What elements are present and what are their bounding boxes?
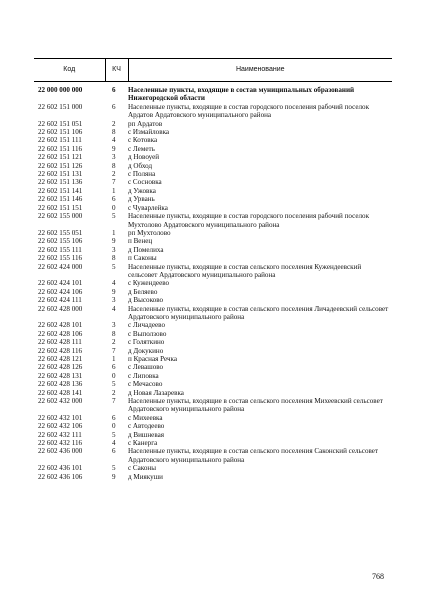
cell-name: Населенные пункты, входящие в состав городского поселения рабочий поселок Ардатов Ардатовского муниципального района: [128, 102, 370, 120]
table-row: [34, 355, 392, 363]
cell-kch: 4: [112, 304, 116, 313]
cell-kch: 4: [112, 136, 116, 145]
table-row: [34, 305, 392, 322]
cell-name: с Голяткино: [128, 338, 165, 347]
cell-code: 22 602 432 101: [38, 413, 83, 422]
cell-code: 22 602 151 121: [38, 153, 83, 162]
cell-name: Населенные пункты, входящие в состав сельского поселения Кужендеевский сельсовет Ардатовского муниципального района: [128, 262, 362, 279]
cell-code: 22 602 151 146: [38, 195, 83, 204]
cell-kch: 2: [112, 119, 116, 128]
cell-kch: 9: [112, 287, 116, 296]
table-row: [34, 338, 392, 346]
cell-code: 22 602 432 000: [38, 397, 83, 406]
cell-code: 22 602 155 111: [38, 245, 82, 254]
cell-code: 22 602 428 121: [38, 355, 83, 363]
table-row: [34, 296, 392, 304]
table-row: [34, 347, 392, 355]
cell-kch: 2: [112, 388, 116, 397]
table-row: [34, 330, 392, 338]
cell-name: с Михеевка: [128, 413, 163, 422]
cell-kch: 9: [112, 472, 116, 481]
table-row: [34, 153, 392, 161]
table-row: [34, 103, 392, 120]
cell-name: с Измайловка: [128, 128, 170, 137]
table-row: [34, 422, 392, 430]
page-number: 768: [372, 572, 384, 581]
table-row: [34, 431, 392, 439]
cell-name: с Выползово: [128, 329, 167, 338]
cell-name: с Леметь: [128, 144, 155, 153]
cell-code: 22 602 151 111: [38, 136, 82, 145]
cell-code: 22 602 436 106: [38, 472, 83, 481]
table-row: [34, 363, 392, 371]
cell-code: 22 602 428 101: [38, 321, 83, 330]
cell-name: с Автодеево: [128, 422, 165, 431]
cell-name: д Помелиха: [128, 245, 164, 254]
cell-code: 22 602 428 000: [38, 304, 83, 313]
table-row: [34, 120, 392, 128]
cell-kch: 7: [112, 346, 116, 355]
cell-name: д Новая Лазаревка: [128, 388, 184, 397]
table-row: [34, 372, 392, 380]
cell-code: 22 602 428 136: [38, 380, 83, 389]
header-code: Код: [34, 59, 105, 82]
cell-name: с Сосновка: [128, 178, 162, 187]
cell-code: 22 602 151 051: [38, 119, 83, 128]
cell-kch: 6: [112, 195, 116, 204]
cell-name: Населенные пункты, входящие в состав городского поселения рабочий поселок Мухтолово Ардатовского муниципального района: [128, 212, 370, 229]
cell-kch: 6: [112, 447, 116, 456]
cell-code: 22 602 151 000: [38, 102, 83, 111]
cell-name: п Венец: [128, 237, 153, 246]
cell-code: 22 602 151 116: [38, 144, 83, 153]
cell-name: д Вишневая: [128, 430, 164, 439]
cell-code: 22 602 424 106: [38, 287, 83, 296]
table-row: [34, 397, 392, 414]
cell-name: Населенные пункты, входящие в состав сельского поселения Саконский сельсовет Ардатовского муниципального района: [128, 447, 379, 464]
table-row: [34, 136, 392, 144]
cell-code: 22 602 151 126: [38, 161, 83, 170]
cell-name: с Поляна: [128, 170, 156, 179]
cell-kch: 7: [112, 178, 116, 187]
table-row: [34, 212, 392, 229]
cell-code: 22 602 428 116: [38, 346, 83, 355]
table-header: [34, 59, 392, 82]
cell-kch: 5: [112, 212, 116, 221]
cell-name: п Красная Речка: [128, 355, 178, 363]
header-name: Наименование: [128, 59, 392, 82]
cell-code: 22 000 000 000: [38, 86, 83, 94]
cell-code: 22 602 428 111: [38, 338, 82, 347]
table-row: [34, 473, 392, 481]
cell-name: д Беляево: [128, 287, 158, 296]
cell-name: д Ужовка: [128, 186, 156, 195]
table-row: [34, 128, 392, 136]
cell-name: с Липовка: [128, 371, 159, 380]
table-row: [34, 439, 392, 447]
cell-kch: 9: [112, 144, 116, 153]
cell-code: 22 602 151 141: [38, 186, 83, 195]
cell-name: д Высоково: [128, 296, 164, 305]
cell-name: д Обход: [128, 161, 153, 170]
cell-name: рп Ардатов: [128, 119, 163, 128]
cell-name: д Докукино: [128, 346, 164, 355]
cell-code: 22 602 424 101: [38, 279, 83, 288]
cell-kch: 6: [112, 413, 116, 422]
cell-code: 22 602 151 151: [38, 203, 83, 212]
cell-name: д Новоуей: [128, 153, 160, 162]
cell-name: с Канерга: [128, 439, 158, 448]
cell-code: 22 602 436 101: [38, 464, 83, 473]
cell-name: п Саконы: [128, 254, 157, 263]
cell-code: 22 602 151 131: [38, 170, 83, 179]
cell-kch: 0: [112, 371, 116, 380]
cell-code: 22 602 424 111: [38, 296, 82, 305]
cell-code: 22 602 432 106: [38, 422, 83, 431]
cell-code: 22 602 155 000: [38, 212, 83, 221]
table-row: [34, 464, 392, 472]
table-row: [34, 162, 392, 170]
table-row: [34, 229, 392, 237]
table-row: [34, 204, 392, 212]
cell-kch: 6: [112, 86, 116, 94]
cell-code: 22 602 155 116: [38, 254, 83, 263]
cell-code: 22 602 428 126: [38, 363, 83, 372]
cell-code: 22 602 428 131: [38, 371, 83, 380]
cell-kch: 5: [112, 464, 116, 473]
table-row: [34, 254, 392, 262]
cell-kch: 5: [112, 262, 116, 271]
cell-kch: 0: [112, 203, 116, 212]
table-row: [34, 145, 392, 153]
cell-kch: 3: [112, 296, 116, 305]
table-row: [34, 263, 392, 280]
table-row: [34, 288, 392, 296]
header-kch: КЧ: [105, 59, 128, 82]
cell-name: д Миякуши: [128, 472, 163, 481]
cell-code: 22 602 432 111: [38, 430, 82, 439]
table-row: [34, 237, 392, 245]
cell-name: с Личадеево: [128, 321, 165, 330]
table-row: [34, 279, 392, 287]
table-row: [34, 195, 392, 203]
cell-kch: 8: [112, 161, 116, 170]
cell-kch: 5: [112, 430, 116, 439]
cell-kch: 4: [112, 439, 116, 448]
cell-kch: 3: [112, 321, 116, 330]
cell-kch: 1: [112, 186, 116, 195]
table-body: [34, 82, 392, 482]
cell-name: с Саконы: [128, 464, 156, 473]
cell-kch: 6: [112, 363, 116, 372]
cell-name: с Левашово: [128, 363, 164, 372]
cell-kch: 8: [112, 254, 116, 263]
cell-kch: 1: [112, 355, 116, 363]
cell-kch: 4: [112, 279, 116, 288]
cell-kch: 2: [112, 170, 116, 179]
cell-name: с Котовка: [128, 136, 158, 145]
cell-code: 22 602 424 000: [38, 262, 83, 271]
cell-kch: 5: [112, 380, 116, 389]
table-row: [34, 178, 392, 186]
cell-kch: 2: [112, 338, 116, 347]
cell-kch: 3: [112, 245, 116, 254]
cell-code: 22 602 428 106: [38, 329, 83, 338]
table-row: [34, 246, 392, 254]
cell-name: д Урвань: [128, 195, 155, 204]
cell-code: 22 602 151 136: [38, 178, 83, 187]
table-row: [34, 170, 392, 178]
cell-kch: 8: [112, 128, 116, 137]
cell-name: Населенные пункты, входящие в состав муниципальных образований Нижегородской области: [128, 86, 355, 103]
cell-code: 22 602 155 051: [38, 228, 83, 237]
cell-kch: 3: [112, 153, 116, 162]
table-row: [34, 187, 392, 195]
cell-code: 22 602 151 106: [38, 128, 83, 137]
table-row: [34, 321, 392, 329]
cell-code: 22 602 155 106: [38, 237, 83, 246]
cell-code: 22 602 432 116: [38, 439, 83, 448]
cell-kch: 9: [112, 237, 116, 246]
cell-name: с Мечасово: [128, 380, 163, 389]
cell-name: с Чуварлейка: [128, 203, 168, 212]
cell-name: Населенные пункты, входящие в состав сельского поселения Личадеевский сельсовет Ардатовского муниципального района: [128, 304, 389, 321]
cell-kch: 0: [112, 422, 116, 431]
table-row: [34, 414, 392, 422]
cell-name: с Кужендеево: [128, 279, 170, 288]
classifier-table: [34, 58, 392, 481]
cell-name: рп Мухтолово: [128, 228, 171, 237]
table-row: [34, 389, 392, 397]
table-row: [34, 447, 392, 464]
table-row: [34, 82, 392, 103]
cell-code: 22 602 428 141: [38, 388, 83, 397]
cell-kch: 7: [112, 397, 116, 406]
cell-code: 22 602 436 000: [38, 447, 83, 456]
cell-kch: 6: [112, 102, 116, 111]
cell-kch: 1: [112, 228, 116, 237]
cell-kch: 8: [112, 329, 116, 338]
table-row: [34, 380, 392, 388]
cell-name: Населенные пункты, входящие в состав сельского поселения Михеевский сельсовет Ардатовского муниципального района: [128, 397, 383, 414]
